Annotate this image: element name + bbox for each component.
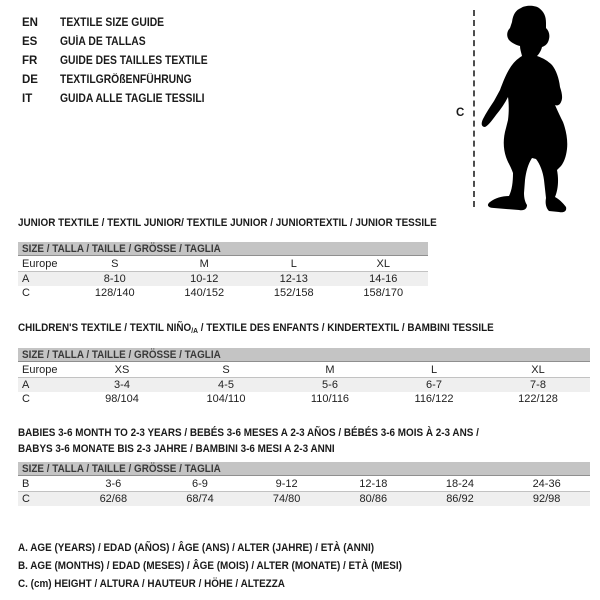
size-cell: 6-9 bbox=[157, 476, 244, 492]
note-line-c bbox=[18, 575, 445, 593]
size-cell: 128/140 bbox=[94, 287, 135, 299]
table-row bbox=[18, 492, 590, 507]
lang-code: EN bbox=[22, 16, 38, 29]
size-cell: XS bbox=[70, 362, 174, 378]
size-cell: 3-4 bbox=[70, 378, 174, 393]
size-header-label bbox=[18, 242, 428, 256]
size-cell: 80/86 bbox=[330, 492, 417, 507]
table-row bbox=[18, 272, 428, 287]
size-cell: 12-13 bbox=[249, 272, 339, 287]
row-label: A bbox=[18, 378, 70, 393]
table-row bbox=[18, 256, 428, 272]
size-cell: L bbox=[249, 256, 339, 272]
footnotes bbox=[18, 539, 445, 593]
size-cell: 4-5 bbox=[174, 378, 278, 393]
size-cell: XL bbox=[486, 362, 590, 378]
language-row bbox=[22, 70, 224, 89]
table-row bbox=[18, 476, 590, 492]
note-c-text: C. (cm) HEIGHT / ALTURA / HAUTEUR / HÖHE / ALTEZZA bbox=[18, 578, 285, 590]
babies-table-title-line1: BABIES 3-6 MONTH TO 2-3 YEARS / BEBÉS 3-6 MESES A 2-3 AÑOS / BÉBÉS 3-6 MOIS À 2-3 ANS / bbox=[18, 427, 479, 439]
lang-code: ES bbox=[22, 35, 38, 48]
size-cell: 140/152 bbox=[184, 287, 225, 299]
size-cell: 122/128 bbox=[518, 393, 558, 405]
size-cell: 14-16 bbox=[339, 272, 429, 287]
language-row bbox=[22, 51, 224, 70]
language-row bbox=[22, 89, 224, 108]
size-cell: 158/170 bbox=[363, 287, 404, 299]
language-row bbox=[22, 32, 224, 51]
children-size-table bbox=[18, 348, 590, 406]
lang-title: GUIDA ALLE TAGLIE TESSILI bbox=[60, 92, 205, 105]
size-cell: 92/98 bbox=[503, 492, 590, 507]
size-cell: M bbox=[160, 256, 250, 272]
size-cell: 62/68 bbox=[70, 492, 157, 507]
height-dashed-line bbox=[473, 10, 475, 207]
note-line-b bbox=[18, 557, 445, 575]
children-title-pre: CHILDREN'S TEXTILE / TEXTIL NIÑO bbox=[18, 322, 192, 334]
babies-table-title bbox=[18, 425, 530, 457]
row-label: Europe bbox=[18, 362, 70, 378]
table-row bbox=[18, 362, 590, 378]
junior-table-title-text: JUNIOR TEXTILE / TEXTIL JUNIOR/ TEXTILE JUNIOR / JUNIORTEXTIL / JUNIOR TESSILE bbox=[18, 217, 437, 229]
lang-title: TEXTILGRÖßENFÜHRUNG bbox=[60, 73, 192, 86]
language-row bbox=[22, 13, 224, 32]
note-a-text: A. AGE (YEARS) / EDAD (AÑOS) / ÂGE (ANS) / ALTER (JAHRE) / ETÀ (ANNI) bbox=[18, 542, 375, 554]
size-cell: L bbox=[382, 362, 486, 378]
size-header-text: SIZE / TALLA / TAILLE / GRÖSSE / TAGLIA bbox=[22, 462, 221, 475]
lang-title: GUÍA DE TALLAS bbox=[60, 35, 146, 48]
size-cell: 24-36 bbox=[503, 476, 590, 492]
size-cell: 18-24 bbox=[417, 476, 504, 492]
note-line-a bbox=[18, 539, 445, 557]
size-cell: 7-8 bbox=[486, 378, 590, 393]
table-row bbox=[18, 378, 590, 393]
size-header-bar bbox=[18, 242, 428, 256]
language-list bbox=[22, 13, 224, 108]
size-header-label bbox=[18, 462, 590, 476]
size-cell: XL bbox=[339, 256, 429, 272]
size-cell: 152/158 bbox=[273, 287, 314, 299]
row-label: B bbox=[18, 476, 70, 492]
size-cell: M bbox=[278, 362, 382, 378]
row-label: C bbox=[18, 492, 70, 507]
junior-table-title bbox=[18, 215, 483, 231]
table-row bbox=[18, 286, 428, 300]
children-table-title-text bbox=[18, 320, 494, 339]
size-cell: 5-6 bbox=[278, 378, 382, 393]
lang-code: FR bbox=[22, 54, 38, 67]
babies-size-table bbox=[18, 462, 590, 506]
row-label: C bbox=[22, 393, 30, 405]
size-header-bar bbox=[18, 348, 590, 362]
baby-silhouette-icon bbox=[480, 0, 600, 215]
size-cell: 6-7 bbox=[382, 378, 486, 393]
lang-code: DE bbox=[22, 73, 38, 86]
row-label: C bbox=[22, 287, 30, 299]
size-cell: 98/104 bbox=[105, 393, 139, 405]
size-header-bar bbox=[18, 462, 590, 476]
size-cell: 110/116 bbox=[310, 393, 350, 405]
lang-title: TEXTILE SIZE GUIDE bbox=[60, 16, 165, 29]
note-b-text: B. AGE (MONTHS) / EDAD (MESES) / ÂGE (MOIS) / ALTER (MONATE) / ETÀ (MESI) bbox=[18, 560, 402, 572]
table-row bbox=[18, 392, 590, 406]
size-cell: S bbox=[70, 256, 160, 272]
row-label: A bbox=[18, 272, 70, 287]
size-cell: 68/74 bbox=[157, 492, 244, 507]
size-cell: S bbox=[174, 362, 278, 378]
children-title-sub: /A bbox=[191, 326, 198, 335]
lang-title: GUIDE DES TAILLES TEXTILE bbox=[60, 54, 208, 67]
size-cell: 8-10 bbox=[70, 272, 160, 287]
size-cell: 3-6 bbox=[70, 476, 157, 492]
children-table-title bbox=[18, 320, 547, 339]
size-header-label bbox=[18, 348, 590, 362]
height-label: C bbox=[456, 107, 465, 119]
size-cell: 74/80 bbox=[243, 492, 330, 507]
size-cell: 9-12 bbox=[243, 476, 330, 492]
row-label: Europe bbox=[18, 256, 70, 272]
size-cell: 10-12 bbox=[160, 272, 250, 287]
lang-code: IT bbox=[22, 92, 33, 105]
size-header-text: SIZE / TALLA / TAILLE / GRÖSSE / TAGLIA bbox=[22, 348, 221, 361]
size-cell: 12-18 bbox=[330, 476, 417, 492]
babies-table-title-line2: BABYS 3-6 MONATE BIS 2-3 JAHRE / BAMBINI 3-6 MESI A 2-3 ANNI bbox=[18, 443, 335, 455]
children-title-post: / TEXTILE DES ENFANTS / KINDERTEXTIL / BAMBINI TESSILE bbox=[197, 322, 494, 334]
junior-size-table bbox=[18, 242, 428, 300]
size-header-text: SIZE / TALLA / TAILLE / GRÖSSE / TAGLIA bbox=[22, 242, 221, 255]
size-cell: 104/110 bbox=[206, 393, 246, 405]
size-cell: 86/92 bbox=[417, 492, 504, 507]
size-cell: 116/122 bbox=[414, 393, 454, 405]
